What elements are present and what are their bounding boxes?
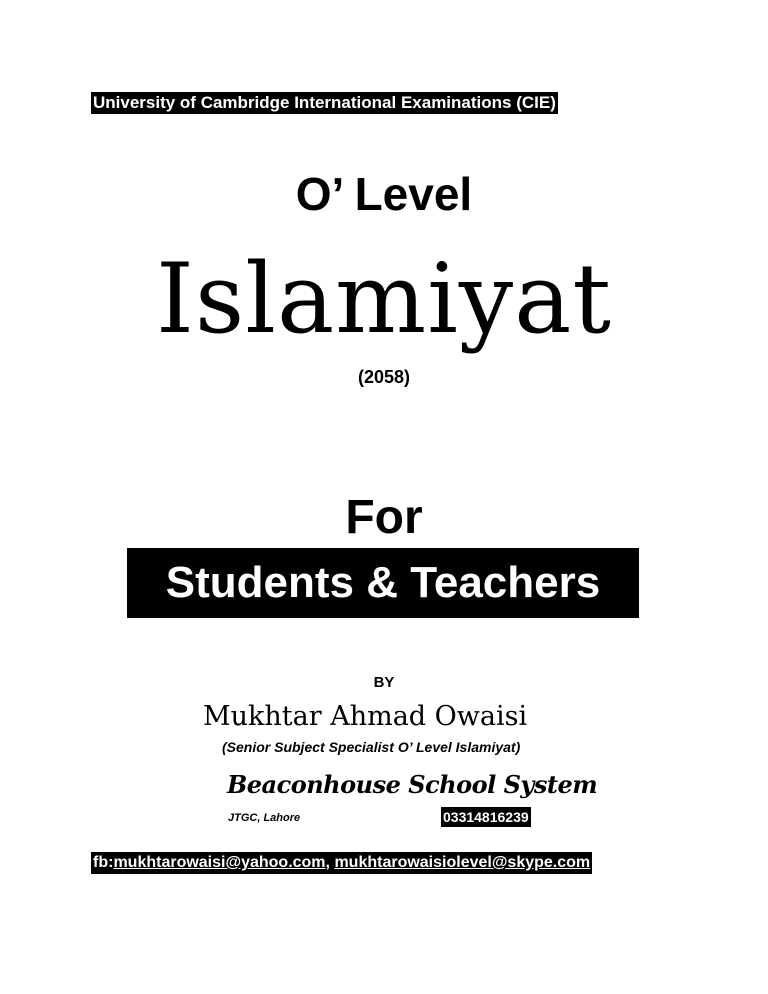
author-name: Mukhtar Ahmad Owaisi [203,701,528,732]
school-name: Beaconhouse School System [227,770,598,799]
phone-number: 03314816239 [443,809,529,825]
subject-code: (2058) [357,367,411,387]
subject-title: Islamiyat [156,243,612,355]
audience-banner: Students & Teachers [127,548,639,618]
exam-board-banner: University of Cambridge International Examinations (CIE) [93,93,556,112]
skype-link[interactable]: mukhtarowaisiolevel@skype.com [334,854,591,871]
author-designation: (Senior Subject Specialist O’ Level Islamiyat) [222,739,521,755]
level-heading: O’ Level [295,168,473,220]
contact-prefix: fb: [93,854,114,871]
for-label: For [345,491,423,544]
contact-line [91,852,592,874]
school-location: JTGC, Lahore [228,812,301,824]
by-label: BY [373,674,395,691]
email-link[interactable]: mukhtarowaisi@yahoo.com, [113,854,330,871]
